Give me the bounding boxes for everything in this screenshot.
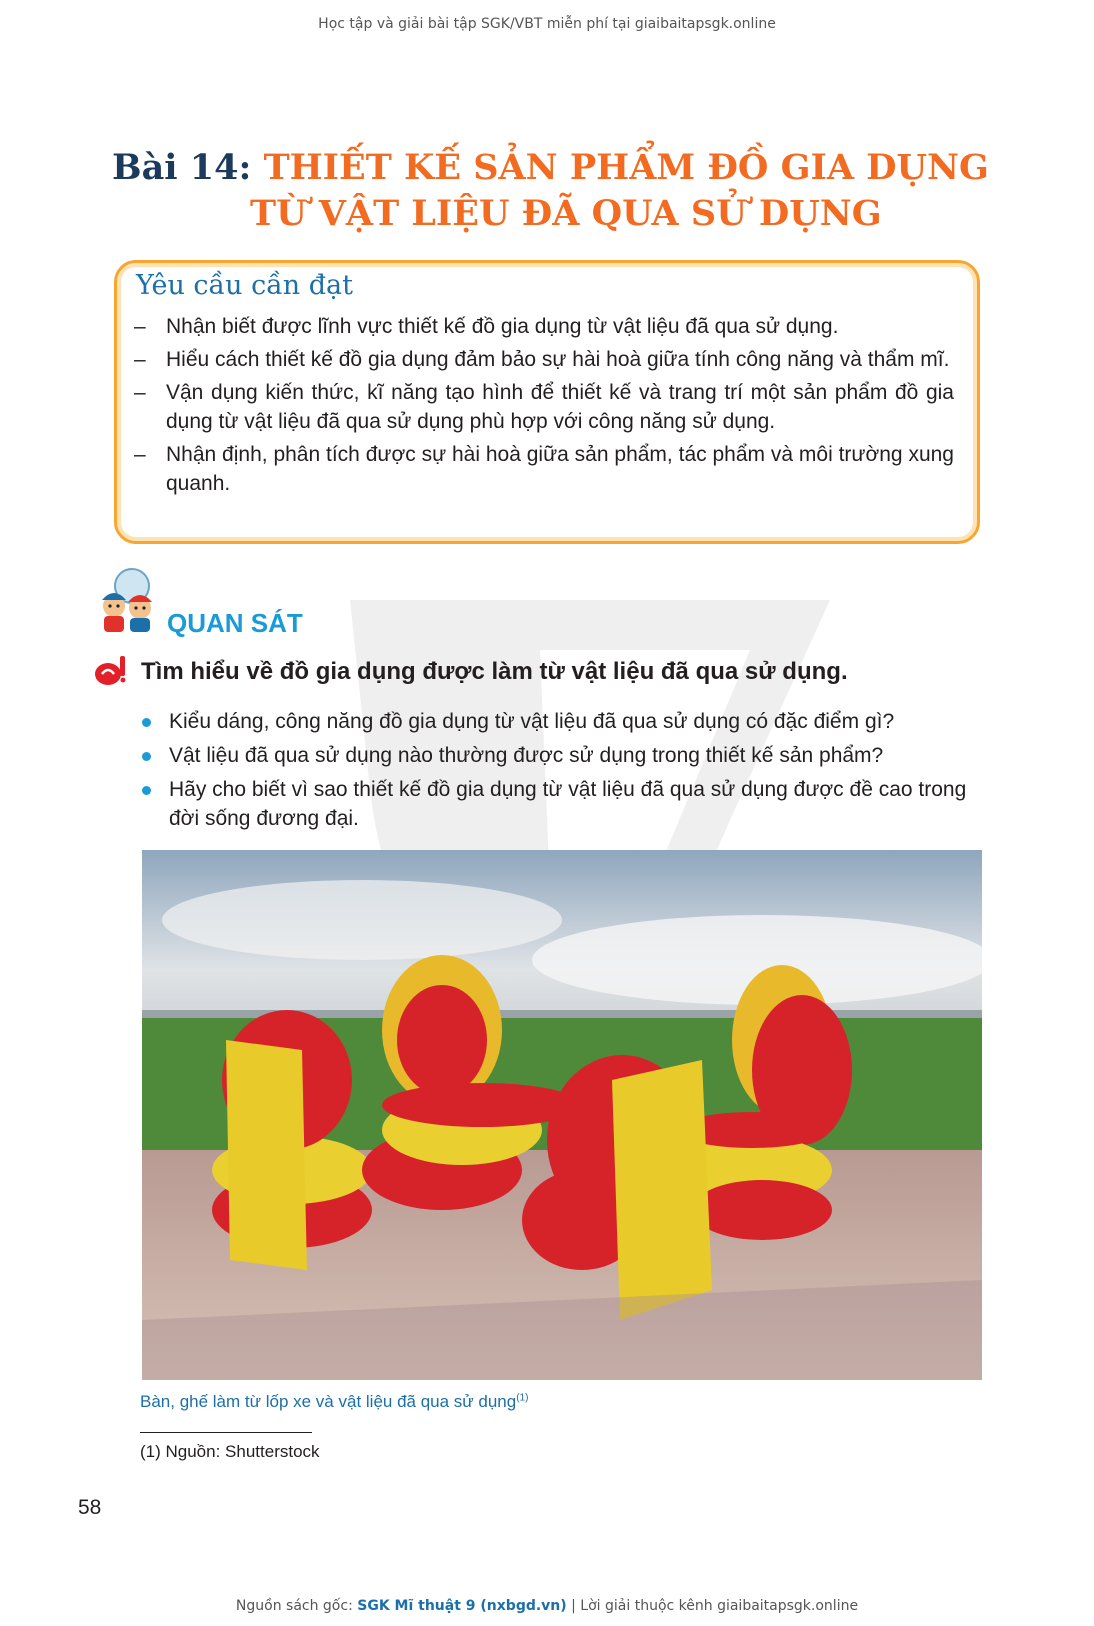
source-book-link[interactable]: SGK Mĩ thuật 9 (nxbgd.vn) [357, 1598, 567, 1614]
lesson-title [112, 145, 992, 237]
tire-furniture-photo [142, 850, 982, 1380]
mascot-icon [88, 566, 168, 638]
header-note: Học tập và giải bài tập SGK/VBT miễn phí tại giaibaitapsgk.online [318, 16, 776, 32]
lesson-number: Bài 14: [112, 147, 252, 188]
task-title: Tìm hiểu về đồ gia dụng được làm từ vật liệu đã qua sử dụng. [141, 658, 848, 685]
list-item: – Nhận định, phân tích được sự hài hoà giữa sản phẩm, tác phẩm và môi trường xung quanh. [134, 443, 954, 495]
page-number: 58 [78, 1496, 102, 1519]
footer-note: Nguồn sách gốc: SGK Mĩ thuật 9 (nxbgd.vn) | Lời giải thuộc kênh giaibaitapsgk.online [235, 1598, 859, 1614]
question-list [140, 707, 990, 838]
list-item: Vật liệu đã qua sử dụng nào thường được sử dụng trong thiết kế sản phẩm? [140, 741, 990, 770]
footnote: (1) Nguồn: Shutterstock [140, 1442, 320, 1461]
figure-caption: Bàn, ghế làm từ lốp xe và vật liệu đã qua sử dụng$^{(1)}$ [140, 1392, 529, 1411]
lesson-title-line2: TỪ VẬT LIỆU ĐÃ QUA SỬ DỤNG [250, 193, 882, 234]
list-item: Hãy cho biết vì sao thiết kế đồ gia dụng từ vật liệu đã qua sử dụng được đề cao trong đời sống đương đại. [140, 775, 990, 833]
requirements-list [134, 312, 954, 502]
list-item: – Hiểu cách thiết kế đồ gia dụng đảm bảo sự hài hoà giữa tính công năng và thẩm mĩ. [134, 348, 950, 371]
requirements-title: Yêu cầu cần đạt [136, 270, 353, 301]
lesson-title-line1: THIẾT KẾ SẢN PHẨM ĐỒ GIA DỤNG [263, 147, 989, 188]
footnote-divider [140, 1432, 312, 1433]
list-item: – Vận dụng kiến thức, kĩ năng tạo hình để thiết kế và trang trí một sản phẩm đồ gia dụng từ vật liệu đã qua sử dụng phù hợp với công năng sử dụng. [134, 381, 954, 433]
list-item: Kiểu dáng, công năng đồ gia dụng từ vật liệu đã qua sử dụng có đặc điểm gì? [140, 707, 990, 736]
section-label: QUAN SÁT [167, 608, 303, 638]
list-item: – Nhận biết được lĩnh vực thiết kế đồ gia dụng từ vật liệu đã qua sử dụng. [134, 315, 839, 338]
pencil-brush-icon [92, 652, 132, 688]
